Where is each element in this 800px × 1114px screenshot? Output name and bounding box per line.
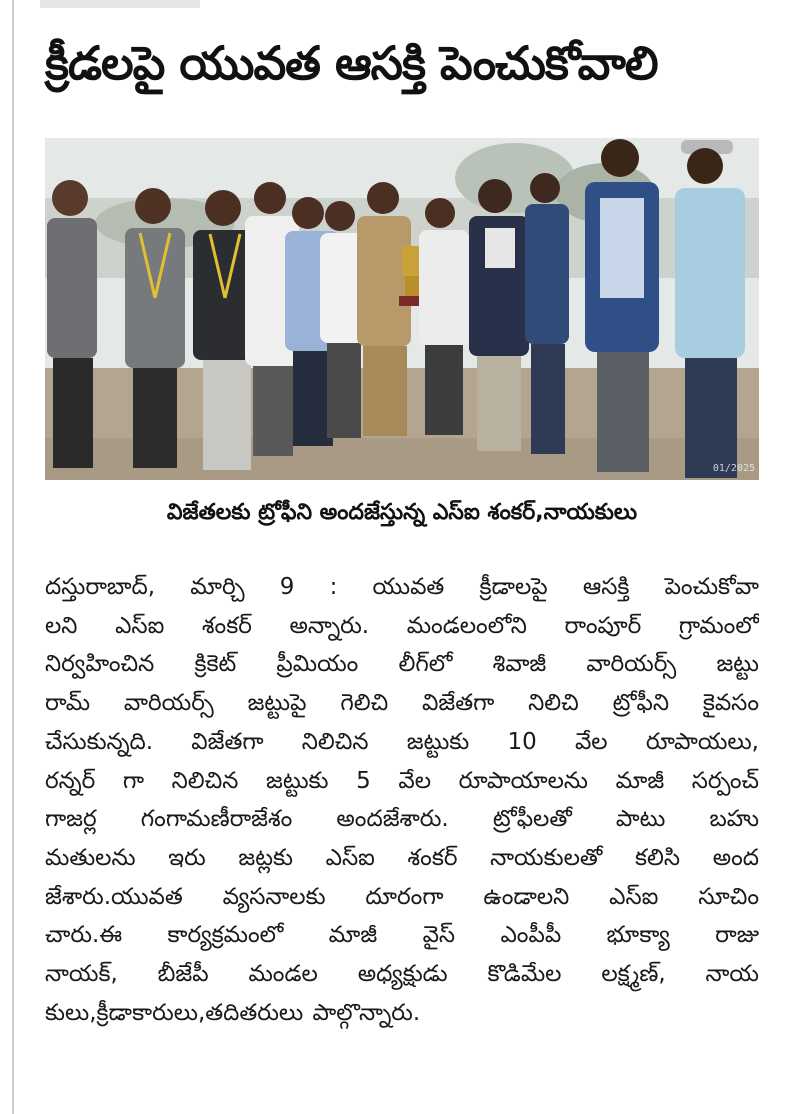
body-line: జేశారు.యువత వ్యసనాలకు దూరంగా ఉండాలని ఎస్ఐ సూచిం bbox=[45, 883, 759, 910]
body-line: లని ఎస్ఐ శంకర్ అన్నారు. మండలంలోని రాంపూర్ గ్రామంలో bbox=[45, 612, 759, 639]
body-line: చేసుకున్నది. విజేతగా నిలిచిన జట్టుకు 10 వేల రూపాయలు, bbox=[45, 728, 759, 755]
person-8 bbox=[419, 198, 469, 435]
body-line: కులు,క్రీడాకారులు,తదితరులు పాల్గొన్నారు. bbox=[45, 999, 421, 1026]
photo-timestamp: 01/2025 bbox=[712, 463, 755, 474]
person-9 bbox=[469, 179, 529, 451]
column-rule bbox=[12, 0, 14, 1114]
police-officer bbox=[357, 182, 411, 436]
body-line: రామ్ వారియర్స్ జట్టుపై గెలిచి విజేతగా నిలిచి ట్రోఫీని కైవసం bbox=[45, 690, 759, 717]
person-2 bbox=[125, 188, 185, 468]
body-line: మతులను ఇరు జట్లకు ఎస్ఐ శంకర్ నాయకులతో కలిసి అంద bbox=[45, 844, 759, 871]
body-line: నాయక్, బీజేపీ మండల అధ్యక్షుడు కొడిమేల లక్ష్మణ్, నాయ bbox=[45, 961, 759, 988]
person-12 bbox=[675, 140, 745, 478]
article-photo bbox=[45, 138, 759, 480]
clipped-header-strip bbox=[40, 0, 200, 8]
body-line: రన్నర్ గా నిలిచిన జట్టుకు 5 వేల రూపాయాలను మాజీ సర్పంచ్ bbox=[45, 767, 759, 794]
body-line: దస్తురాబాద్, మార్చి 9 : యువత క్రీడాలపై ఆసక్తి పెంచుకోవా bbox=[45, 574, 759, 600]
photo-illustration bbox=[45, 138, 759, 480]
photo-caption: విజేతలకు ట్రోఫీని అందజేస్తున్న ఎస్ఐ శంకర్,నాయకులు bbox=[166, 500, 638, 525]
body-line: గాజర్ల గంగామణీరాజేశం అందజేశారు. ట్రోఫీలతో పాటు బహు bbox=[45, 806, 759, 833]
body-line: నిర్వహించిన క్రికెట్ ప్రీమియం లీగ్‌లో శివాజీ వారియర్స్ జట్టు bbox=[45, 651, 759, 678]
article-body bbox=[45, 568, 759, 1032]
person-10 bbox=[525, 173, 569, 454]
article-headline: క్రీడలపై యువత ఆసక్తి పెంచుకోవాలి bbox=[45, 36, 658, 90]
body-line: చారు.ఈ కార్యక్రమంలో మాజీ వైస్ ఎంపీపీ భూక్యా రాజు bbox=[45, 922, 759, 949]
person-1 bbox=[47, 180, 97, 468]
